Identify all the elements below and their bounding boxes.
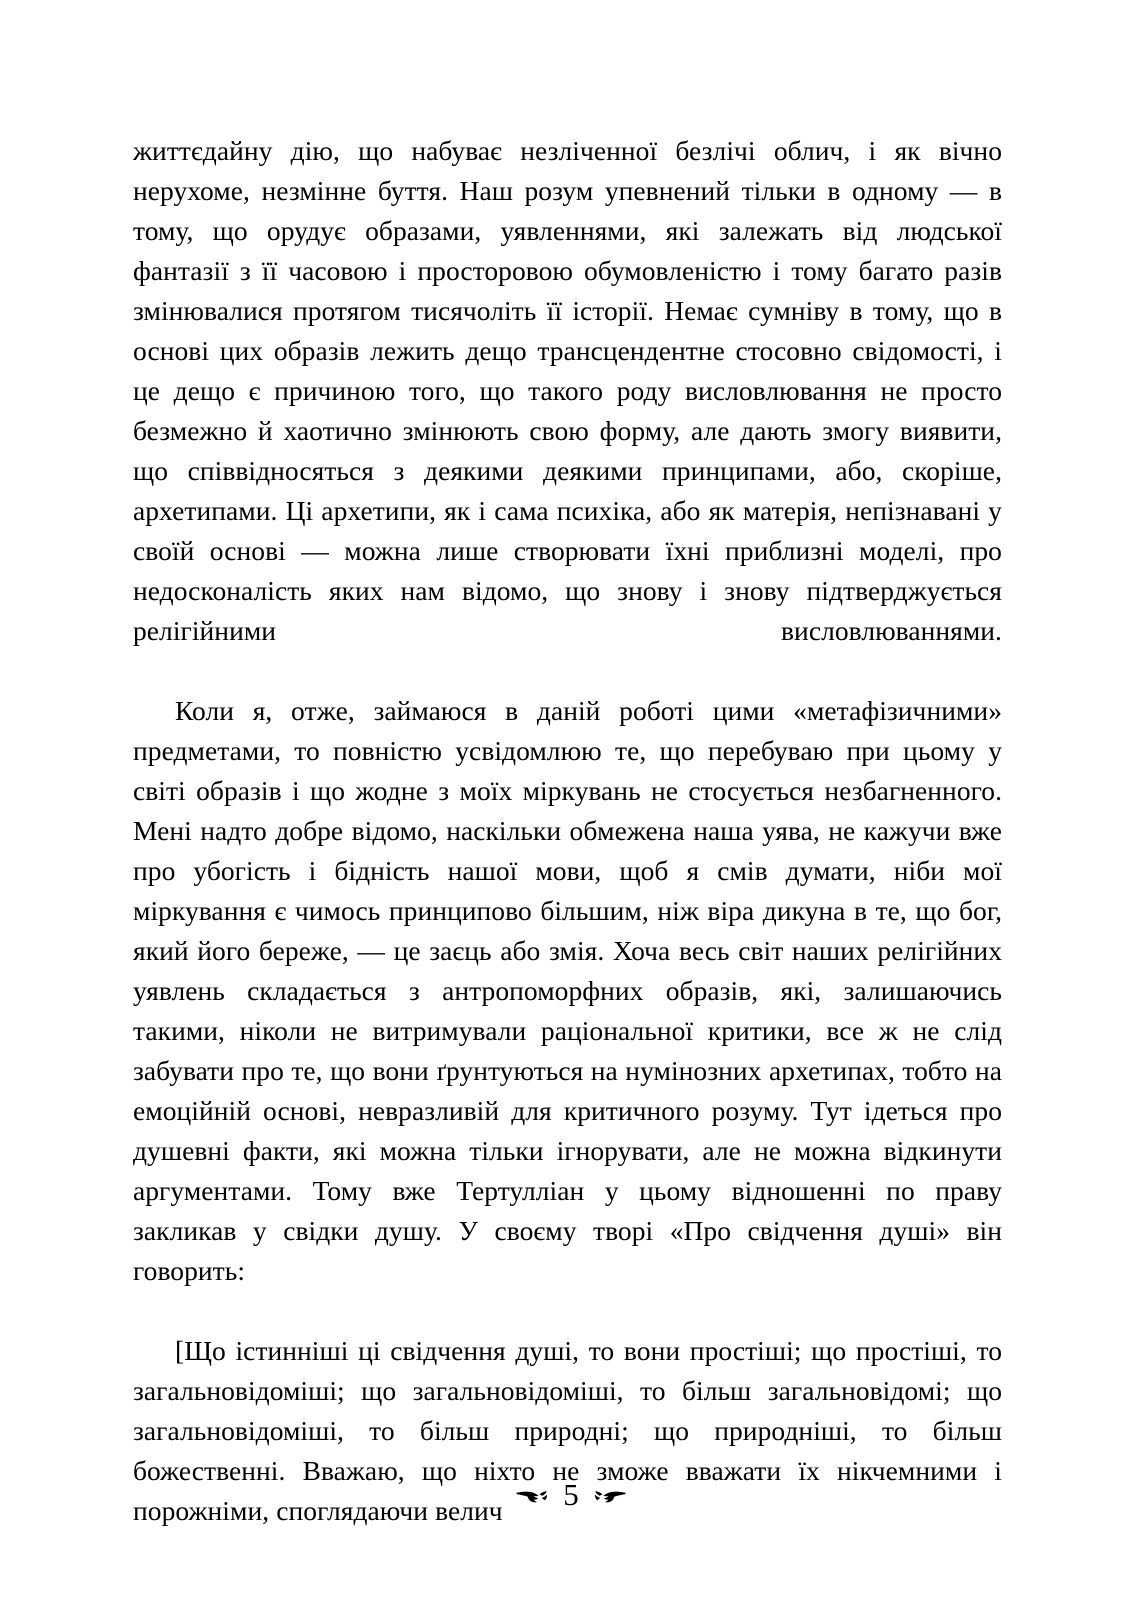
page-number: 5 bbox=[563, 1477, 579, 1512]
page-footer bbox=[0, 1478, 1142, 1512]
body-paragraph: Коли я, отже, займаюся в даній роботі цими «метафізичними» предметами, то повністю усвідомлюю те, що перебуваю при цьому у світі образів і що жодне з моїх міркувань не стосується незбагненного. Мені надто добре відомо, наскільки обмежена наша уява, не кажучи вже про убогість і бідність нашої мови, щоб я смів думати, ніби мої міркування є чимось принципово більшим, ніж віра дикуна в те, що бог, який його береже, — це заєць або змія. Хоча весь світ наших релігійних уявлень складається з антропоморфних образів, які, залишаючись такими, ніколи не витримували раціональної критики, все ж не слід забувати про те, що вони ґрунтуються на нумінозних архетипах, тобто на емоційній основі, невразливій для критичного розуму. Тут ідеться про душевні факти, які можна тільки ігнорувати, але не можна відкинути аргументами. Тому вже Тертулліан у цьому відношенні по праву закликав у свідки душу. У своєму творі «Про свідчення душі» він говорить: bbox=[133, 695, 1002, 1286]
body-paragraph: життєдайну дію, що набуває незліченної безлічі облич, і як вічно нерухоме, незмінне буття. Наш розум упевнений тільки в одному — в тому, що орудує образами, уявленнями, які залежать від людської фантазії з її часовою і просторовою обумовленістю і тому багато разів змінювалися протягом тисячоліть її історії. Немає сумніву в тому, що в основі цих образів лежить дещо трансцендентне стосовно свідомості, і це дещо є причиною того, що такого роду висловлювання не просто безмежно й хаотично змінюють свою форму, але дають змогу виявити, що співвідносяться з деякими деякими принципами, або, скоріше, архетипами. Ці архетипи, як і сама психіка, або як матерія, непізнавані у своїй основі — можна лише створювати їхні приблизні моделі, про недосконалість яких нам відомо, що знову і знову підтверджується релігійними висловлюваннями. bbox=[133, 135, 1002, 646]
page-text-block bbox=[133, 131, 1002, 1531]
body-paragraph-quotation: [Що істинніші ці свідчення душі, то вони простіші; що простіші, то загальновідоміші; що загальновідоміші, то більш загальновідомі; що загальновідоміші, то більш природні; що природніші, то більш божественні. Вважаю, що ніхто не зможе вважати їх нікчемними і порожніми, споглядаючи велич bbox=[133, 1335, 1002, 1526]
folio bbox=[515, 1478, 627, 1512]
fleuron-ornament-left-icon bbox=[515, 1485, 549, 1505]
fleuron-ornament-right-icon bbox=[593, 1485, 627, 1505]
